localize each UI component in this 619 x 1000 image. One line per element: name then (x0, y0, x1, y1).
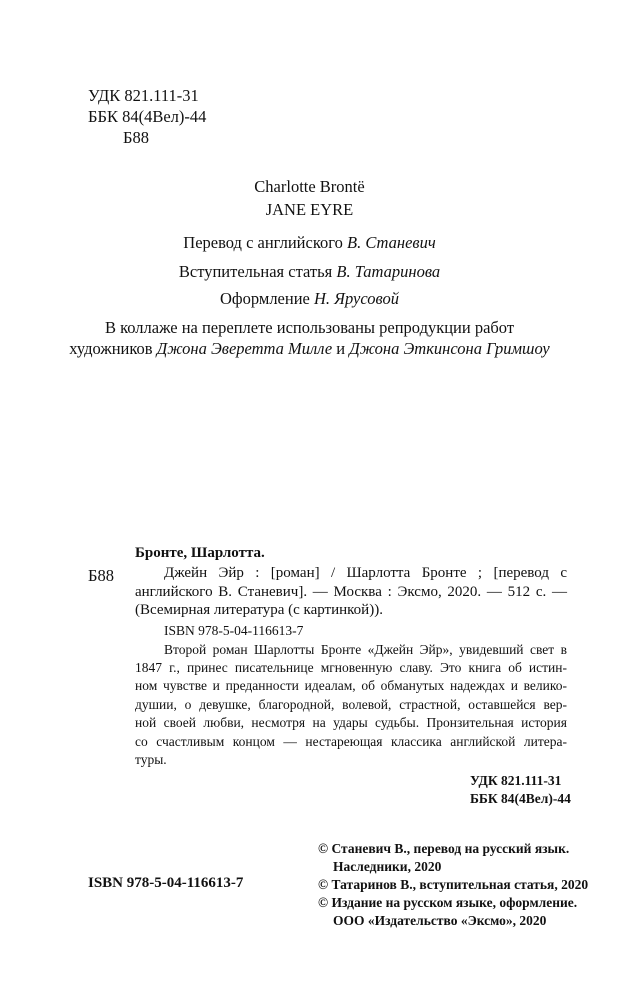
annotation-line-6: со счастливым концом — нестареющая классика английской литера- (135, 734, 567, 749)
copyright-line-5: ООО «Издательство «Эксмо», 2020 (333, 913, 547, 928)
annotation-line-7: туры. (135, 752, 167, 767)
artist-name-1: Джона Эверетта Милле (156, 339, 333, 358)
copyright-line-3: © Татаринов В., вступительная статья, 2020 (318, 877, 589, 892)
copyright-line-2: Наследники, 2020 (333, 859, 442, 874)
footer-isbn: ISBN 978-5-04-116613-7 (88, 875, 244, 891)
catalog-isbn: ISBN 978-5-04-116613-7 (164, 623, 304, 638)
intro-credit (0, 262, 619, 282)
annotation-line-1: Второй роман Шарлотты Бронте «Джейн Эйр», увидевший свет в (164, 642, 567, 657)
designer-name: Н. Ярусовой (313, 289, 399, 308)
annotation-line-3: ном чувстве и преданности идеалам, об обманутых надеждах и велико- (135, 678, 567, 693)
description-line-3: (Всемирная литература (с картинкой)). (135, 602, 383, 618)
collage-note-line1: В коллаже на переплете использованы репродукции работ (104, 318, 515, 337)
annotation-line-4: душии, о девушке, благородной, волевой, страстной, оставшейся вер- (135, 697, 567, 712)
intro-author-name: В. Татаринова (336, 262, 441, 281)
translation-label: Перевод с английского (183, 233, 343, 252)
copyright-line-1: © Станевич В., перевод на русский язык. (318, 841, 570, 856)
copyright-line-4: © Издание на русском языке, оформление. (318, 895, 578, 910)
original-author: Charlotte Brontë (254, 177, 365, 196)
catalog-udk: УДК 821.111-31 (470, 773, 562, 788)
description-line-1: Джейн Эйр : [роман] / Шарлотта Бронте ; [перевод с (164, 565, 567, 581)
intro-label: Вступительная статья (178, 262, 333, 281)
bbk-code: ББК 84(4Вел)-44 (88, 107, 207, 126)
translator-name: В. Станевич (346, 233, 436, 252)
design-label: Оформление (220, 289, 310, 308)
collage-prefix: художников (69, 339, 153, 358)
annotation-line-5: ной своей любви, несмотря на удары судьбы. Пронзительная история (135, 715, 567, 730)
annotation-line-2: 1847 г., принес писательнице мгновенную славу. Это книга об истин- (135, 660, 567, 675)
translation-credit (0, 233, 619, 253)
description-line-2: английского В. Станевич]. — Москва : Эксмо, 2020. — 512 с. — (135, 584, 567, 600)
collage-and: и (336, 339, 346, 358)
artist-name-2: Джона Эткинсона Гримшоу (349, 339, 550, 358)
design-credit (0, 289, 619, 309)
original-title: JANE EYRE (265, 200, 354, 219)
author-sign: Б88 (123, 128, 149, 147)
catalog-heading: Бронте, Шарлотта. (135, 545, 265, 561)
udk-code: УДК 821.111-31 (88, 86, 199, 105)
collage-note-line2 (0, 339, 619, 359)
catalog-bbk: ББК 84(4Вел)-44 (470, 791, 571, 806)
margin-author-sign: Б88 (88, 566, 114, 585)
